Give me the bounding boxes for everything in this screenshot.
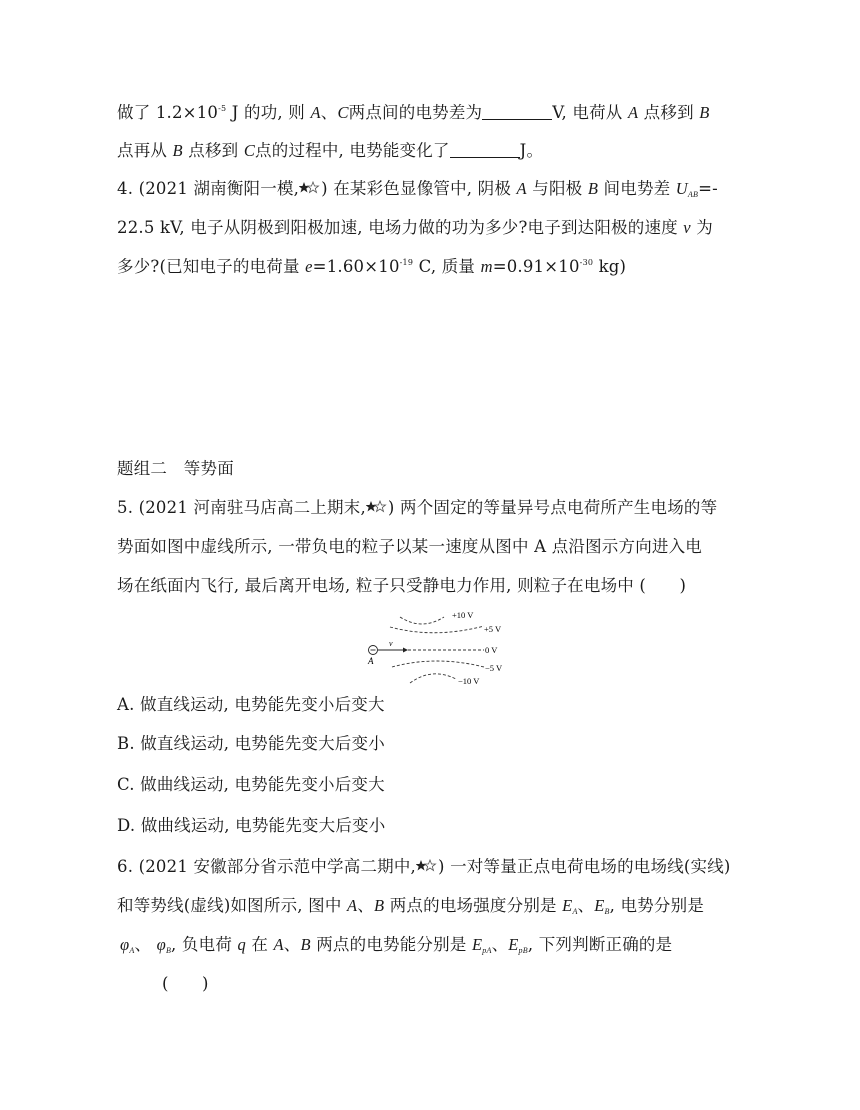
text: 4. (2021 湖南衡阳一模, <box>117 179 300 198</box>
q4-line-1 <box>117 178 718 200</box>
text: V, 电荷从 <box>552 103 628 122</box>
var-m: m <box>480 257 493 276</box>
subscript: B <box>604 907 610 916</box>
exponent: -5 <box>218 104 227 113</box>
q3-line-1 <box>117 102 710 124</box>
text: kg) <box>593 257 627 276</box>
text: 为 <box>690 218 713 237</box>
text: 与阳极 <box>526 179 588 198</box>
q4-line-2 <box>117 217 713 239</box>
q6-line-1 <box>117 856 731 878</box>
var-e: E <box>594 896 605 915</box>
text: =1.60×10 <box>312 257 400 276</box>
exponent: -19 <box>399 258 414 267</box>
var-phi: φ <box>156 935 166 954</box>
q5-line-2: 势面如图中虚线所示, 一带负电的粒子以某一速度从图中 A 点沿图示方向进入电 <box>117 537 702 556</box>
point-a-label: A <box>368 656 374 666</box>
var-q: q <box>237 935 246 954</box>
text: 两点的电场强度分别是 <box>384 896 563 915</box>
text: C, 质量 <box>413 257 481 276</box>
q5-line-3: 场在纸面内飞行, 最后离开电场, 粒子只受静电力作用, 则粒子在电场中 ( ) <box>117 576 687 595</box>
text: 5. (2021 河南驻马店高二上期末, <box>117 498 366 517</box>
q3-line-2 <box>117 140 543 162</box>
var-a: A <box>627 103 639 122</box>
text: , 下列判断正确的是 <box>527 935 673 954</box>
var-a: A <box>310 103 321 122</box>
text: 间电势差 <box>598 179 676 198</box>
text: =0.91×10 <box>492 257 580 276</box>
var-phi: φ <box>120 935 130 954</box>
text: 多少?(已知电子的电荷量 <box>117 257 306 276</box>
var-b: B <box>587 179 599 198</box>
text: 、 <box>134 935 157 954</box>
text: 、 <box>320 103 338 122</box>
text: 、 <box>357 896 374 915</box>
text: 6. (2021 安徽部分省示范中学高二期中, <box>117 857 417 876</box>
text: , 负电荷 <box>171 935 238 954</box>
subscript: AB <box>687 190 699 199</box>
label-plus10: +10 V <box>452 610 474 620</box>
answer-blank-1[interactable] <box>482 104 552 120</box>
text: J。 <box>519 141 544 160</box>
text: J 的功, 则 <box>226 103 311 122</box>
exponent: -30 <box>579 258 594 267</box>
text: 做了 1.2×10 <box>117 103 219 122</box>
var-e: e <box>305 257 313 276</box>
label-plus5: +5 V <box>484 624 502 634</box>
var-c: C <box>243 141 256 160</box>
difficulty-stars-icon <box>366 500 388 514</box>
var-b: B <box>300 935 311 954</box>
var-a: A <box>516 179 527 198</box>
text: ) 在某彩色显像管中, 阴极 <box>321 179 517 198</box>
text: 两点间的电势差为 <box>348 103 483 122</box>
difficulty-stars-icon <box>299 181 321 195</box>
label-minus5: −5 V <box>485 663 503 673</box>
var-b: B <box>172 141 183 160</box>
equipotential-curve-minus10 <box>410 674 456 683</box>
text: 和等势线(虚线)如图所示, 图中 <box>117 896 348 915</box>
text: 点移到 <box>182 141 244 160</box>
var-b: B <box>374 896 385 915</box>
subscript: A <box>129 946 135 955</box>
section-title: 题组二 等势面 <box>117 459 234 478</box>
q5-option-a[interactable]: A. 做直线运动, 电势能先变小后变大 <box>117 695 385 714</box>
var-a: A <box>347 896 358 915</box>
subscript: pB <box>518 946 528 955</box>
subscript: pA <box>482 946 492 955</box>
arrow-head-icon <box>403 648 408 653</box>
equipotential-diagram <box>360 605 510 687</box>
subscript: A <box>572 907 578 916</box>
text: 、 <box>491 935 509 954</box>
text: 、 <box>283 935 301 954</box>
equipotential-curve-plus5 <box>390 626 484 633</box>
text: 22.5 kV, 电子从阴极到阳极加速, 电场力做的功为多少?电子到达阳极的速度 <box>117 218 684 237</box>
text: 点移到 <box>638 103 700 122</box>
q5-option-c[interactable]: C. 做曲线运动, 电势能先变小后变大 <box>117 775 385 794</box>
q6-answer-parens[interactable]: ( ) <box>162 974 209 993</box>
answer-blank-2[interactable] <box>450 142 520 158</box>
var-c: C <box>337 103 349 122</box>
text: 在 <box>245 935 274 954</box>
text: 、 <box>577 896 595 915</box>
label-minus10: −10 V <box>458 676 480 686</box>
var-u: U <box>675 179 688 198</box>
q5-line-1 <box>117 497 717 519</box>
q6-line-3 <box>120 934 672 956</box>
equipotential-curve-plus10 <box>400 617 444 624</box>
velocity-label: v <box>389 639 393 648</box>
q4-line-3 <box>117 256 626 278</box>
var-e: E <box>508 935 519 954</box>
var-v: v <box>683 218 691 237</box>
q5-option-d[interactable]: D. 做曲线运动, 电势能先变大后变小 <box>117 816 386 835</box>
subscript: B <box>165 946 172 955</box>
text: =- <box>698 179 718 198</box>
var-e: E <box>562 896 573 915</box>
var-a: A <box>273 935 284 954</box>
equipotential-curve-minus5 <box>392 661 484 667</box>
text: 两点的电势能分别是 <box>310 935 472 954</box>
text: ) 两个固定的等量异号点电荷所产生电场的等 <box>387 498 718 517</box>
q5-option-b[interactable]: B. 做直线运动, 电势能先变大后变小 <box>117 734 385 753</box>
q6-line-2 <box>117 895 704 917</box>
difficulty-stars-icon <box>416 859 438 873</box>
text: , 电势分别是 <box>609 896 705 915</box>
text: ) 一对等量正点电荷电场的电场线(实线) <box>438 857 731 876</box>
var-b: B <box>699 103 710 122</box>
label-zero: 0 V <box>485 645 498 655</box>
text: 点再从 <box>117 141 173 160</box>
text: 点的过程中, 电势能变化了 <box>255 141 450 160</box>
var-e: E <box>471 935 483 954</box>
